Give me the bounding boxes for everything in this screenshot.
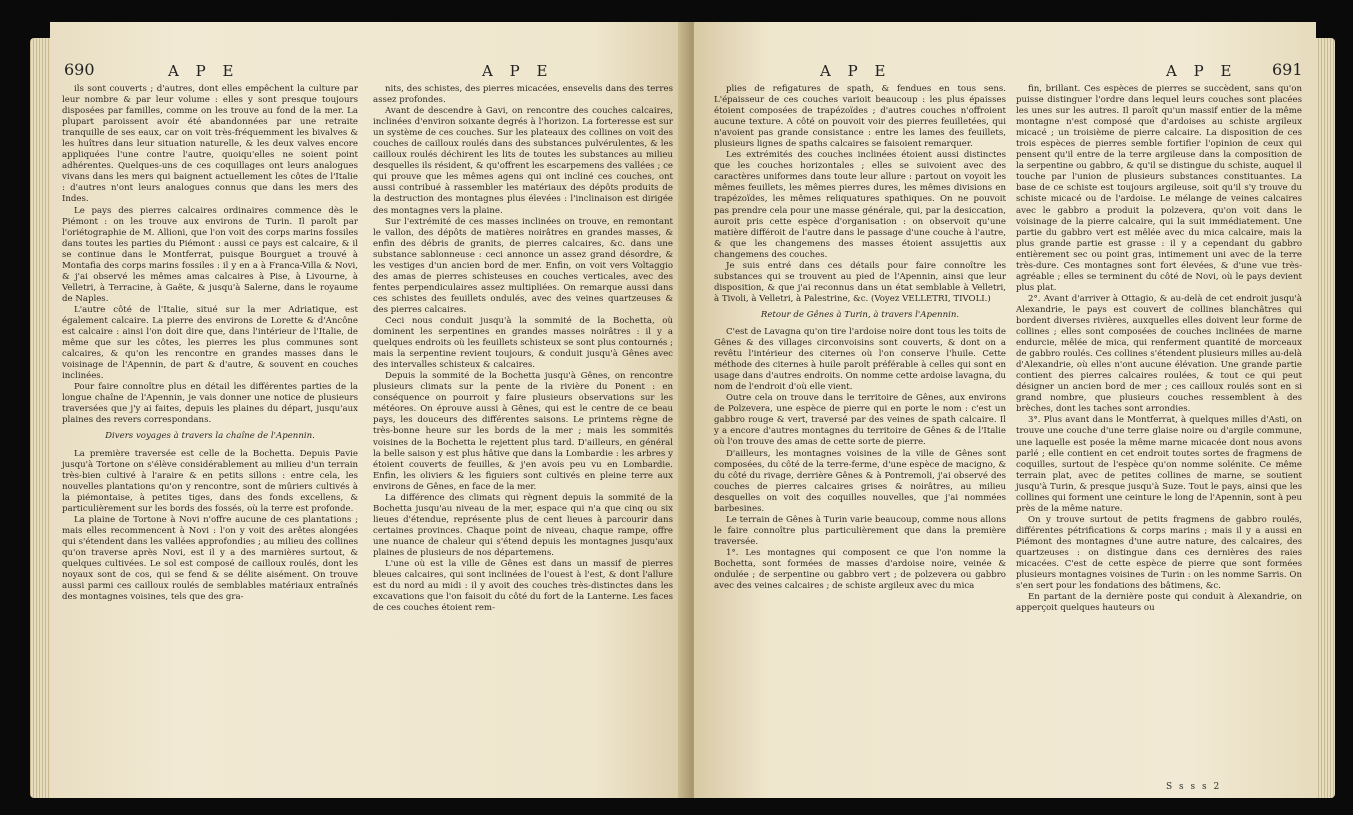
paragraph: Sur l'extrémité de ces masses inclinées on trouve, en remontant le vallon, des dépôts de matières noirâtres en grandes masses, & enfin des débris de granits, de pierres calcaires, &c. dans une substance sablonneuse : ceci annonce un assez grand désordre, & les vestiges d'un ancien bord de mer. Enfin, on voit vers Voltaggio des amas de pierres schisteuses en couches verticales, avec des fentes perpendiculaires assez multipliées. On remarque aussi dans ces schistes des feuillets ondulés, avec des veines quartzeuses & des pierres calcaires. <box>373 216 673 315</box>
page-edges-left <box>30 38 52 798</box>
paragraph: 2°. Avant d'arriver à Ottagio, & au-delà de cet endroit jusqu'à Alexandrie, le pays est couvert de collines blanchâtres qui bordent diverses rivières, auxquelles elles doivent leur forme de collines ; elles sont composées de couches inclinées de marne endurcie, mêlée de mica, qui renferment quantité de morceaux de gabbro roulés. Ces collines s'étendent plusieurs milles au-delà d'Alexandrie, où elles n'ont aucune élévation. Une grande partie contient des pierres calcaires roulées, & tout ce qui peut désigner un ancien bord de mer ; ces cailloux roulés sont en si grand nombre, que plusieurs couches ressemblent à des brèches, dont les taches sont arrondies. <box>1016 293 1302 415</box>
paragraph: On y trouve surtout de petits fragmens de gabbro roulés, différentes pétrifications & corps marins ; mais il y a aussi en Piémont des montagnes d'une autre nature, des calcaires, des quartzeuses : on distingue dans ces dernières des raies micacées. C'est de cette espèce de pierre que sont formées plusieurs montagnes voisines de Turin : on les nomme Sarris. On s'en sert pour les fondations des bâtimens, &c. <box>1016 514 1302 592</box>
paragraph: C'est de Lavagna qu'on tire l'ardoise noire dont tous les toits de Gênes & des villages circonvoisins sont couverts, & dont on a revêtu l'intérieur des citernes où l'on conserve l'huile. Cette méthode des citernes à huile paroît préférable à celles qui sont en usage dans d'autres endroits. On nomme cette ardoise lavagna, du nom de l'endroit d'où elle vient. <box>714 326 1006 393</box>
right-column-2 <box>1016 84 1302 614</box>
paragraph: Le terrain de Gênes à Turin varie beaucoup, comme nous allons le faire connoître plus particulièrement que dans la première traversée. <box>714 514 1006 547</box>
paragraph: 3°. Plus avant dans le Montferrat, à quelques milles d'Asti, on trouve une couche d'une terre glaise noire ou d'argile commune, une laquelle est posée la même marne micacée dont nous avons parlé ; elle contient en cet endroit toutes sortes de fragmens de coquilles, surtout de l'espèce qu'on nomme solénite. Ce même terrain plat, avec de petites collines de marne, se soutient jusqu'à Turin, & presque jusqu'à Suze. Tout le pays, ainsi que les collines qui forment une ceinture le long de l'Apennin, sont à peu près de la même nature. <box>1016 415 1302 514</box>
right-running-head-1: A P E <box>820 62 892 80</box>
left-page <box>50 22 690 798</box>
paragraph: plies de refigatures de spath, & fendues en tous sens. L'épaisseur de ces couches varioit beaucoup : les plus épaisses étoient composées de trapézoïdes ; d'autres couches n'offroient aucune texture. A côté on pouvoit voir des pierres feuilletées, qui n'avoient pas grande consistance : entre les lames des feuillets, plusieurs lignes de spaths calcaires se faisoient remarquer. <box>714 84 1006 150</box>
section-heading: Retour de Gênes à Turin, à travers l'Apennin. <box>760 309 960 320</box>
paragraph: L'une où est la ville de Gênes est dans un massif de pierres bleues calcaires, qui sont inclinées de l'ouest à l'est, & dont l'allure est du nord au midi : il y avoit des couches très-distinctes dans les excavations que l'on faisoit du côté du fort de la Lanterne. Les faces de ces couches étoient rem- <box>373 559 673 614</box>
paragraph: Ceci nous conduit jusqu'à la sommité de la Bochetta, où dominent les serpentines en grandes masses noirâtres : il y a quelques endroits où les feuillets schisteux se sont plus contournés ; mais la serpentine revient toujours, & conduit jusqu'à Gênes avec des intervalles schisteux & calcaires. <box>373 315 673 371</box>
left-running-head-1: A P E <box>168 62 240 80</box>
paragraph: Outre cela on trouve dans le territoire de Gênes, aux environs de Polzevera, une espèce de pierre qui en porte le nom : c'est un gabbro rouge & vert, traversé par des veines de spath calcaire. Il y a encore d'autres montagnes du territoire de Gênes & de l'Italie où l'on trouve des amas de cette sorte de pierre. <box>714 393 1006 448</box>
right-running-head-2: A P E <box>1166 62 1238 80</box>
paragraph: 1°. Les montagnes qui composent ce que l'on nomme la Bochetta, sont formées de masses d'ardoise noire, veinée & ondulée ; de serpentine ou gabbro vert ; de polzevera ou gabbro avec des veines calcaires ; de schiste argileux avec du mica <box>714 547 1006 592</box>
left-column-2 <box>373 84 673 614</box>
paragraph: En partant de la dernière poste qui conduit à Alexandrie, on apperçoit quelques hauteurs ou <box>1016 592 1302 614</box>
paragraph: L'autre côté de l'Italie, situé sur la mer Adriatique, est également calcaire. La pierre des environs de Lorette & d'Ancône est calcaire : ainsi l'on doit dire que, dans l'intérieur de l'Italie, de même que sur les côtes, les pierres les plus communes sont calcaires, & qu'on les rencontre en grandes masses dans le voisinage de l'Apennin, de part & d'autre, & souvent en couches inclinées. <box>62 304 358 382</box>
left-page-number: 690 <box>64 60 95 79</box>
paragraph: Depuis la sommité de la Bochetta jusqu'à Gênes, on rencontre plusieurs climats sur la pente de la rivière du Ponent : en conséquence on pourroit y faire plusieurs observations sur les météores. On éprouve aussi à Gênes, qui est le centre de ce beau pays, les douceurs des différentes saisons. Le printems règne de très-bonne heure sur les bords de la mer ; mais les sommités voisines de la Bochetta le rejettent plus tard. D'ailleurs, en général la belle saison y est plus hâtive que dans la Lombardie : les arbres y étoient couverts de feuilles, & j'en avois peu vu en Lombardie. Enfin, les oliviers & les figuiers sont cultivés en pleine terre aux environs de Gênes, en face de la mer. <box>373 371 673 492</box>
right-page-number: 691 <box>1272 60 1303 79</box>
open-book <box>30 18 1335 805</box>
paragraph: La première traversée est celle de la Bochetta. Depuis Pavie jusqu'à Tortone on s'élève considérablement au milieu d'un terrain très-bien cultivé à l'araire & en petits sillons : entre cela, les nouvelles plantations qu'on y rencontre, sont de mûriers cultivés à la piémontaise, à petites tiges, dans des fonds excellens, & particulièrement sur les bords des fossés, où la terre est profonde. <box>62 448 358 514</box>
paragraph: La différence des climats qui règnent depuis la sommité de la Bochetta jusqu'au niveau de la mer, espace qui n'a que cinq ou six lieues d'étendue, représente plus de cent lieues à parcourir dans certaines provinces. Chaque point de niveau, chaque rampe, offre une nuance de chaleur qui s'étend depuis les montagnes jusqu'aux plaines de plusieurs de nos départemens. <box>373 492 673 558</box>
section-heading: Divers voyages à travers la chaîne de l'Apennin. <box>105 431 315 442</box>
page-edges-right <box>1313 38 1335 798</box>
signature-mark: S s s s 2 <box>1166 782 1222 792</box>
paragraph: Le pays des pierres calcaires ordinaires commence dès le Piémont : on les trouve aux environs de Turin. Il paroît par l'oriétographie de M. Allioni, que l'on voit des corps marins fossiles dans toutes les parties du Piémont : aussi ce pays est calcaire, & il se continue dans le Montferrat, puisque Bourguet a trouvé à Montafia des corps marins fossiles : il y en a à Franca-Villa & Novi, & j'ai observé les mêmes amas calcaires à Pise, à Livourne, à Velletri, à Terracine, à Gaëte, & jusqu'à Salerne, dans le royaume de Naples. <box>62 205 358 304</box>
paragraph: Avant de descendre à Gavi, on rencontre des couches calcaires, inclinées d'environ soixante degrés à l'horizon. La forteresse est sur un système de ces couches. Sur les plateaux des collines on voit des couches de cailloux roulés dans des substances pulvérulentes, & les cailloux roulés déchirent les lits de toutes les substances au milieu desquelles ils résident, & qu'offrent les escarpemens des vallées ; ce qui prouve que les mêmes agens qui ont incliné ces couches, ont aussi contribué à rassembler les matériaux des dépôts produits de la destruction des montagnes plus élevées : l'inclinaison est dirigée des montagnes vers la plaine. <box>373 106 673 216</box>
paragraph: Pour faire connoître plus en détail les différentes parties de la longue chaîne de l'Apennin, je vais donner une notice de plusieurs traversées que j'y ai faites, depuis les plaines du départ, jusqu'aux plaines des revers correspondans. <box>62 382 358 426</box>
left-running-head-2: A P E <box>482 62 554 80</box>
right-page <box>694 22 1316 798</box>
paragraph: Je suis entré dans ces détails pour faire connoître les substances qui se trouvent au pied de l'Apennin, ainsi que leur disposition, & que j'ai reconnus dans un état semblable à Velletri, à Tivoli, à Velletri, à Palestrine, &c. (Voyez VELLETRI, TIVOLI.) <box>714 260 1006 304</box>
paragraph: Les extrémités des couches inclinées étoient aussi distinctes que les couches horizontales ; elles se suivoient avec des caractères uniformes dans toute leur allure : partout on voyoit les mêmes feuillets, les mêmes pierres dures, les mêmes divisions en trapézoïdes, les mêmes reliquatures spathiques. On ne pouvoit pas prendre cela pour une masse générale, qui, par la desiccation, auroit pris cette espèce d'organisation : on observoit qu'une matière différoit de l'autre dans le passage d'une couche à l'autre, & que les changemens des masses étoient assujettis aux changemens des couches. <box>714 150 1006 260</box>
paragraph: D'ailleurs, les montagnes voisines de la ville de Gênes sont composées, du côté de la terre-ferme, d'une espèce de macigno, & du côté du rivage, derrière Gênes & à Pontremoli, j'ai observé des couches de pierres calcaires grises & noirâtres, au milieu desquelles on voit des coquilles nouvelles, que j'ai nommées barbesines. <box>714 448 1006 514</box>
paragraph: nits, des schistes, des pierres micacées, ensevelis dans des terres assez profondes. <box>373 84 673 106</box>
right-column-1 <box>714 84 1006 592</box>
paragraph: fin, brillant. Ces espèces de pierres se succèdent, sans qu'on puisse distinguer l'ordre dans lequel leurs couches sont placées les unes sur les autres. Il paroît qu'un massif entier de la même montagne n'est composé que d'ardoises au schiste argileux micacé ; un troisième de pierre calcaire. La disposition de ces trois espèces de pierres semble fortifier l'opinion de ceux qui pensent qu'il entre de la terre argileuse dans la composition de la serpentine ou gabbro, & qu'il se distingue du schiste, auquel il touche par l'union de plusieurs substances constituantes. La base de ce schiste est toujours argileuse, soit qu'il s'y trouve du schiste micacé ou de l'ardoise. Le mélange de veines calcaires avec le gabbro a produit la polzevera, qu'on voit dans le voisinage de la pierre calcaire, qui la suit immédiatement. Une partie du gabbro vert est mêlée avec du mica calcaire, mais la plus grande partie est grasse : il y a cependant du gabbro entièrement sec ou point gras, intimement uni avec de la terre très-dure. Ces montagnes sont fort élevées, & d'une vue très-agréable ; elles se terminent du côté de Novi, où le pays devient plus plat. <box>1016 84 1302 293</box>
paragraph: La plaine de Tortone à Novi n'offre aucune de ces plantations ; mais elles recommencent à Novi : l'on y voit des arêtes alongées qui s'étendent dans les vallées approfondies ; au milieu des collines qu'on traverse après Novi, est il y a des marnières surtout, & quelques cultivées. Le sol est composé de cailloux roulés, dont les noyaux sont de cos, qui se fend & se délite aisément. On trouve aussi parmi ces cailloux roulés de semblables matériaux entraînés des montagnes voisines, tels que des gra- <box>62 514 358 603</box>
paragraph: ils sont couverts ; d'autres, dont elles empêchent la culture par leur nombre & par leur volume : elles y sont presque toujours disposées par familles, comme on les trouve au fond de la mer. La plupart paroissent avoir été abandonnées par une retraite tranquille de ses eaux, car on voit très-fréquemment les bivalves & les huîtres dans leur situation naturelle, & les deux valves encore appliquées l'une contre l'autre, quoiqu'elles ne soient point adhérentes. Quelques-uns de ces coquillages ont leurs analogues vivans dans les mers qui baignent actuellement les côtes de l'Italie : d'autres n'ont leurs analogues connus que dans les mers des Indes. <box>62 84 358 205</box>
left-column-1 <box>62 84 358 603</box>
